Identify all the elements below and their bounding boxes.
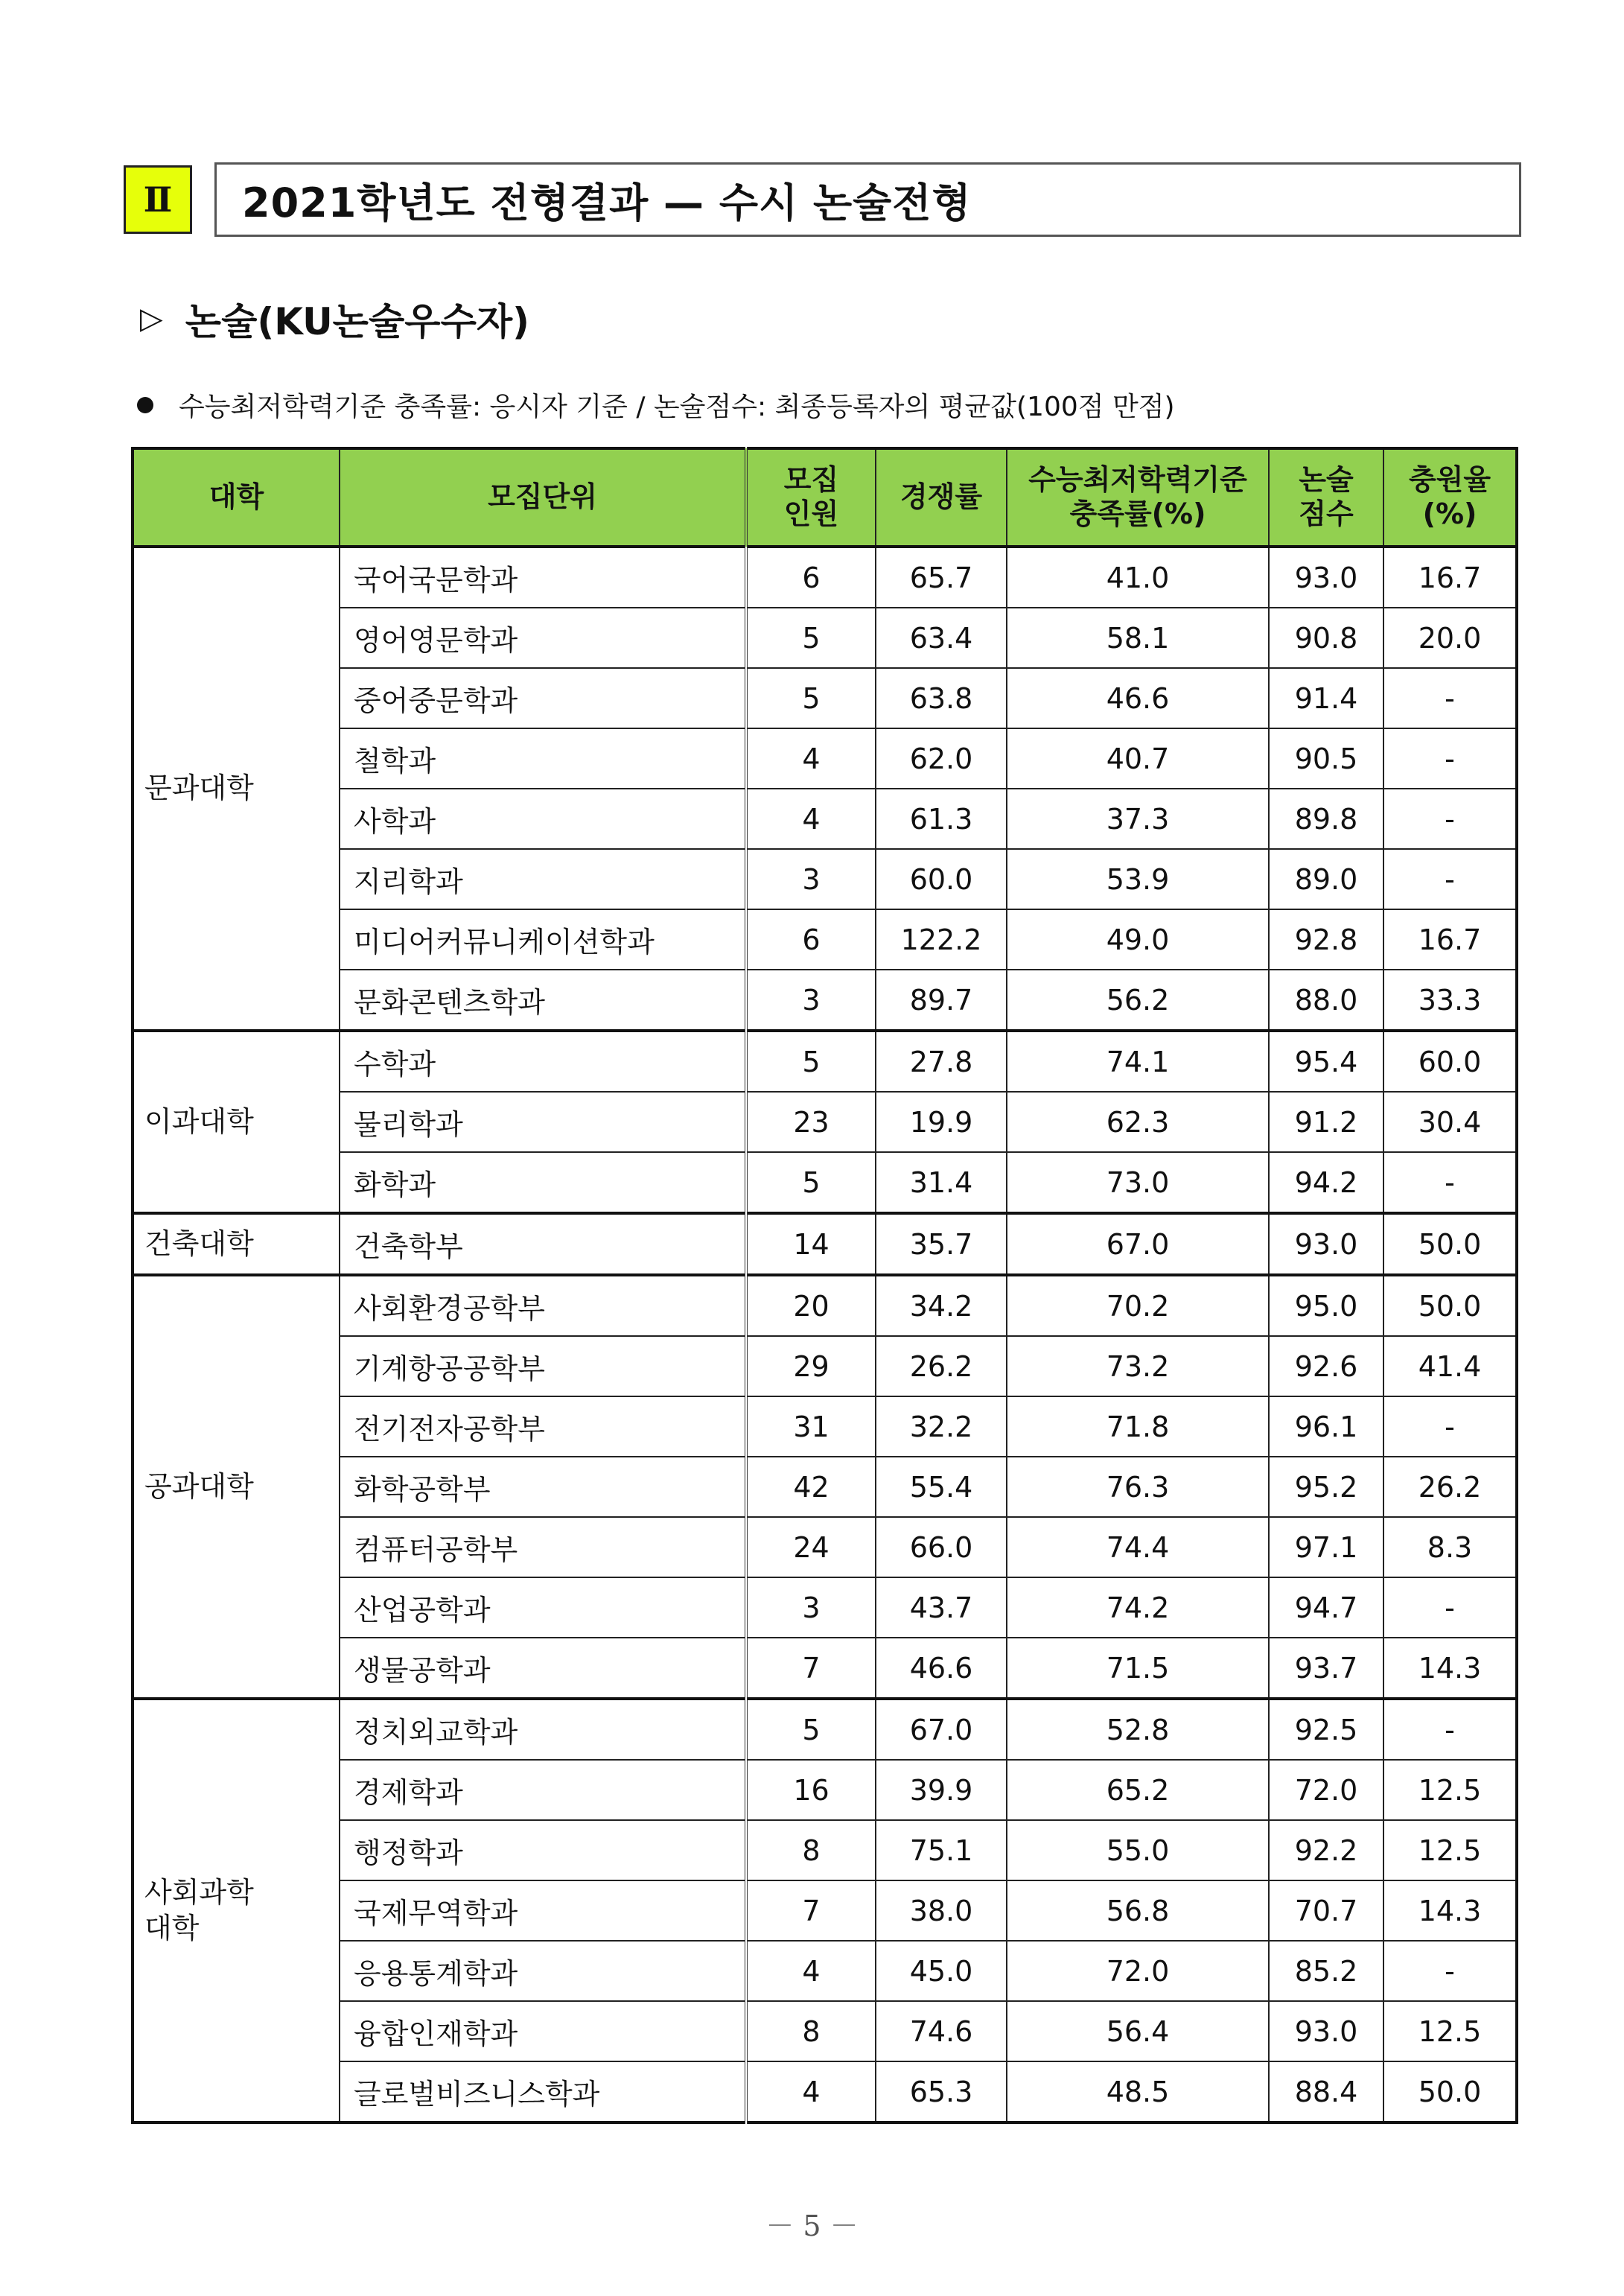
department-cell: 정치외교학과 — [340, 1699, 746, 1760]
table-row — [133, 1336, 1517, 1396]
min-standard-cell: 56.8 — [1007, 1880, 1269, 1941]
department-cell: 화학과 — [340, 1152, 746, 1213]
college-cell: 공과대학 — [133, 1275, 340, 1699]
fill-rate-cell: - — [1383, 789, 1517, 849]
essay-score-cell: 89.0 — [1269, 849, 1383, 909]
essay-score-cell: 91.4 — [1269, 668, 1383, 728]
college-cell: 건축대학 — [133, 1213, 340, 1275]
quota-cell: 8 — [746, 2001, 876, 2061]
department-cell: 응용통계학과 — [340, 1941, 746, 2001]
quota-cell: 4 — [746, 789, 876, 849]
header-college: 대학 — [133, 448, 340, 547]
table-row — [133, 1031, 1517, 1092]
essay-score-cell: 93.0 — [1269, 547, 1383, 608]
competition-cell: 60.0 — [876, 849, 1007, 909]
department-cell: 행정학과 — [340, 1820, 746, 1880]
competition-cell: 43.7 — [876, 1577, 1007, 1638]
table-row — [133, 1213, 1517, 1275]
department-cell: 미디어커뮤니케이션학과 — [340, 909, 746, 970]
table-row — [133, 2001, 1517, 2061]
fill-rate-cell: 12.5 — [1383, 1820, 1517, 1880]
fill-rate-cell: - — [1383, 1396, 1517, 1457]
competition-cell: 89.7 — [876, 970, 1007, 1031]
table-row — [133, 1396, 1517, 1457]
section-number: Ⅱ — [143, 179, 173, 220]
min-standard-cell: 74.4 — [1007, 1517, 1269, 1577]
table-row — [133, 1820, 1517, 1880]
quota-cell: 5 — [746, 608, 876, 668]
fill-rate-cell: 12.5 — [1383, 2001, 1517, 2061]
competition-cell: 55.4 — [876, 1457, 1007, 1517]
quota-cell: 3 — [746, 849, 876, 909]
department-cell: 경제학과 — [340, 1760, 746, 1820]
table-row — [133, 970, 1517, 1031]
min-standard-cell: 55.0 — [1007, 1820, 1269, 1880]
essay-score-cell: 95.4 — [1269, 1031, 1383, 1092]
quota-cell: 6 — [746, 547, 876, 608]
fill-rate-cell: 41.4 — [1383, 1336, 1517, 1396]
table-row — [133, 1457, 1517, 1517]
subheading-text: 논술(KU논술우수자) — [185, 300, 530, 343]
quota-cell: 7 — [746, 1880, 876, 1941]
quota-cell: 24 — [746, 1517, 876, 1577]
department-cell: 산업공학과 — [340, 1577, 746, 1638]
min-standard-cell: 73.0 — [1007, 1152, 1269, 1213]
essay-score-cell: 89.8 — [1269, 789, 1383, 849]
department-cell: 융합인재학과 — [340, 2001, 746, 2061]
competition-cell: 65.3 — [876, 2061, 1007, 2122]
quota-cell: 7 — [746, 1638, 876, 1699]
competition-cell: 66.0 — [876, 1517, 1007, 1577]
fill-rate-cell: 50.0 — [1383, 1275, 1517, 1336]
essay-score-cell: 97.1 — [1269, 1517, 1383, 1577]
essay-score-cell: 88.0 — [1269, 970, 1383, 1031]
competition-cell: 67.0 — [876, 1699, 1007, 1760]
min-standard-cell: 58.1 — [1007, 608, 1269, 668]
subheading — [140, 292, 529, 346]
criteria-note — [137, 386, 1175, 424]
fill-rate-cell: - — [1383, 668, 1517, 728]
quota-cell: 4 — [746, 2061, 876, 2122]
fill-rate-cell: 33.3 — [1383, 970, 1517, 1031]
fill-rate-cell: 12.5 — [1383, 1760, 1517, 1820]
department-cell: 컴퓨터공학부 — [340, 1517, 746, 1577]
essay-score-cell: 91.2 — [1269, 1092, 1383, 1152]
fill-rate-cell: - — [1383, 1941, 1517, 2001]
fill-rate-cell: - — [1383, 728, 1517, 789]
department-cell: 사학과 — [340, 789, 746, 849]
fill-rate-cell: 16.7 — [1383, 909, 1517, 970]
fill-rate-cell: 14.3 — [1383, 1638, 1517, 1699]
min-standard-cell: 71.8 — [1007, 1396, 1269, 1457]
department-cell: 문화콘텐츠학과 — [340, 970, 746, 1031]
header-min-standard: 수능최저학력기준 충족률(%) — [1007, 448, 1269, 547]
min-standard-cell: 65.2 — [1007, 1760, 1269, 1820]
table-row — [133, 909, 1517, 970]
competition-cell: 63.4 — [876, 608, 1007, 668]
quota-cell: 8 — [746, 1820, 876, 1880]
header-competition: 경쟁률 — [876, 448, 1007, 547]
competition-cell: 27.8 — [876, 1031, 1007, 1092]
essay-score-cell: 88.4 — [1269, 2061, 1383, 2122]
essay-score-cell: 94.7 — [1269, 1577, 1383, 1638]
fill-rate-cell: 60.0 — [1383, 1031, 1517, 1092]
quota-cell: 23 — [746, 1092, 876, 1152]
essay-score-cell: 96.1 — [1269, 1396, 1383, 1457]
table-header-row — [133, 448, 1517, 547]
department-cell: 영어영문학과 — [340, 608, 746, 668]
quota-cell: 5 — [746, 1699, 876, 1760]
competition-cell: 39.9 — [876, 1760, 1007, 1820]
department-cell: 건축학부 — [340, 1213, 746, 1275]
department-cell: 사회환경공학부 — [340, 1275, 746, 1336]
quota-cell: 29 — [746, 1336, 876, 1396]
competition-cell: 75.1 — [876, 1820, 1007, 1880]
min-standard-cell: 76.3 — [1007, 1457, 1269, 1517]
page-number: － 5 － — [765, 2210, 859, 2242]
essay-score-cell: 92.8 — [1269, 909, 1383, 970]
section-number-badge — [124, 165, 192, 234]
essay-score-cell: 95.0 — [1269, 1275, 1383, 1336]
competition-cell: 122.2 — [876, 909, 1007, 970]
fill-rate-cell: - — [1383, 1152, 1517, 1213]
essay-score-cell: 93.0 — [1269, 2001, 1383, 2061]
college-cell: 문과대학 — [133, 547, 340, 1031]
table-row — [133, 728, 1517, 789]
table-row — [133, 1760, 1517, 1820]
bullet-icon — [137, 397, 153, 413]
fill-rate-cell: 50.0 — [1383, 2061, 1517, 2122]
min-standard-cell: 46.6 — [1007, 668, 1269, 728]
college-cell: 사회과학 대학 — [133, 1699, 340, 2122]
essay-score-cell: 85.2 — [1269, 1941, 1383, 2001]
min-standard-cell: 56.4 — [1007, 2001, 1269, 2061]
table-row — [133, 668, 1517, 728]
fill-rate-cell: - — [1383, 1577, 1517, 1638]
competition-cell: 46.6 — [876, 1638, 1007, 1699]
quota-cell: 31 — [746, 1396, 876, 1457]
triangle-marker-icon: ▷ — [140, 302, 163, 336]
competition-cell: 19.9 — [876, 1092, 1007, 1152]
table-row — [133, 1699, 1517, 1760]
essay-score-cell: 94.2 — [1269, 1152, 1383, 1213]
department-cell: 기계항공공학부 — [340, 1336, 746, 1396]
fill-rate-cell: 30.4 — [1383, 1092, 1517, 1152]
min-standard-cell: 48.5 — [1007, 2061, 1269, 2122]
essay-score-cell: 72.0 — [1269, 1760, 1383, 1820]
quota-cell: 16 — [746, 1760, 876, 1820]
min-standard-cell: 37.3 — [1007, 789, 1269, 849]
department-cell: 국제무역학과 — [340, 1880, 746, 1941]
quota-cell: 6 — [746, 909, 876, 970]
essay-score-cell: 95.2 — [1269, 1457, 1383, 1517]
min-standard-cell: 74.1 — [1007, 1031, 1269, 1092]
quota-cell: 3 — [746, 1577, 876, 1638]
quota-cell: 20 — [746, 1275, 876, 1336]
quota-cell: 5 — [746, 668, 876, 728]
department-cell: 생물공학과 — [340, 1638, 746, 1699]
table-row — [133, 1517, 1517, 1577]
department-cell: 국어국문학과 — [340, 547, 746, 608]
header-essay-score: 논술 점수 — [1269, 448, 1383, 547]
quota-cell: 3 — [746, 970, 876, 1031]
fill-rate-cell: 20.0 — [1383, 608, 1517, 668]
table-body — [133, 547, 1517, 2122]
department-cell: 글로벌비즈니스학과 — [340, 2061, 746, 2122]
min-standard-cell: 49.0 — [1007, 909, 1269, 970]
min-standard-cell: 72.0 — [1007, 1941, 1269, 2001]
min-standard-cell: 56.2 — [1007, 970, 1269, 1031]
table-row — [133, 1152, 1517, 1213]
essay-score-cell: 70.7 — [1269, 1880, 1383, 1941]
min-standard-cell: 52.8 — [1007, 1699, 1269, 1760]
table-row — [133, 1275, 1517, 1336]
table-row — [133, 849, 1517, 909]
table-row — [133, 608, 1517, 668]
criteria-note-text: 수능최저학력기준 충족률: 응시자 기준 / 논술점수: 최종등록자의 평균값(100점 만점) — [179, 392, 1175, 422]
fill-rate-cell: - — [1383, 1699, 1517, 1760]
min-standard-cell: 73.2 — [1007, 1336, 1269, 1396]
min-standard-cell: 70.2 — [1007, 1275, 1269, 1336]
quota-cell: 4 — [746, 1941, 876, 2001]
quota-cell: 5 — [746, 1031, 876, 1092]
table-row — [133, 1577, 1517, 1638]
fill-rate-cell: 16.7 — [1383, 547, 1517, 608]
table-row — [133, 1880, 1517, 1941]
competition-cell: 63.8 — [876, 668, 1007, 728]
competition-cell: 31.4 — [876, 1152, 1007, 1213]
quota-cell: 5 — [746, 1152, 876, 1213]
college-cell: 이과대학 — [133, 1031, 340, 1213]
department-cell: 물리학과 — [340, 1092, 746, 1152]
quota-cell: 14 — [746, 1213, 876, 1275]
fill-rate-cell: - — [1383, 849, 1517, 909]
fill-rate-cell: 50.0 — [1383, 1213, 1517, 1275]
competition-cell: 62.0 — [876, 728, 1007, 789]
min-standard-cell: 40.7 — [1007, 728, 1269, 789]
fill-rate-cell: 26.2 — [1383, 1457, 1517, 1517]
department-cell: 중어중문학과 — [340, 668, 746, 728]
competition-cell: 35.7 — [876, 1213, 1007, 1275]
table-row — [133, 547, 1517, 608]
competition-cell: 45.0 — [876, 1941, 1007, 2001]
min-standard-cell: 41.0 — [1007, 547, 1269, 608]
min-standard-cell: 53.9 — [1007, 849, 1269, 909]
min-standard-cell: 74.2 — [1007, 1577, 1269, 1638]
essay-score-cell: 92.2 — [1269, 1820, 1383, 1880]
essay-score-cell: 93.0 — [1269, 1213, 1383, 1275]
header-quota: 모집 인원 — [746, 448, 876, 547]
section-title: 2021학년도 전형결과 — 수시 논술전형 — [214, 162, 1521, 237]
department-cell: 화학공학부 — [340, 1457, 746, 1517]
table-row — [133, 1638, 1517, 1699]
table-row — [133, 1092, 1517, 1152]
competition-cell: 38.0 — [876, 1880, 1007, 1941]
competition-cell: 65.7 — [876, 547, 1007, 608]
competition-cell: 26.2 — [876, 1336, 1007, 1396]
table-row — [133, 789, 1517, 849]
department-cell: 수학과 — [340, 1031, 746, 1092]
essay-score-cell: 93.7 — [1269, 1638, 1383, 1699]
table-row — [133, 1941, 1517, 2001]
quota-cell: 4 — [746, 728, 876, 789]
department-cell: 전기전자공학부 — [340, 1396, 746, 1457]
results-table — [131, 447, 1518, 2124]
header-fill-rate: 충원율 (%) — [1383, 448, 1517, 547]
header-department: 모집단위 — [340, 448, 746, 547]
essay-score-cell: 90.8 — [1269, 608, 1383, 668]
competition-cell: 34.2 — [876, 1275, 1007, 1336]
table-row — [133, 2061, 1517, 2122]
department-cell: 지리학과 — [340, 849, 746, 909]
min-standard-cell: 67.0 — [1007, 1213, 1269, 1275]
competition-cell: 32.2 — [876, 1396, 1007, 1457]
essay-score-cell: 92.5 — [1269, 1699, 1383, 1760]
department-cell: 철학과 — [340, 728, 746, 789]
fill-rate-cell: 14.3 — [1383, 1880, 1517, 1941]
competition-cell: 74.6 — [876, 2001, 1007, 2061]
fill-rate-cell: 8.3 — [1383, 1517, 1517, 1577]
min-standard-cell: 62.3 — [1007, 1092, 1269, 1152]
essay-score-cell: 90.5 — [1269, 728, 1383, 789]
essay-score-cell: 92.6 — [1269, 1336, 1383, 1396]
competition-cell: 61.3 — [876, 789, 1007, 849]
min-standard-cell: 71.5 — [1007, 1638, 1269, 1699]
quota-cell: 42 — [746, 1457, 876, 1517]
